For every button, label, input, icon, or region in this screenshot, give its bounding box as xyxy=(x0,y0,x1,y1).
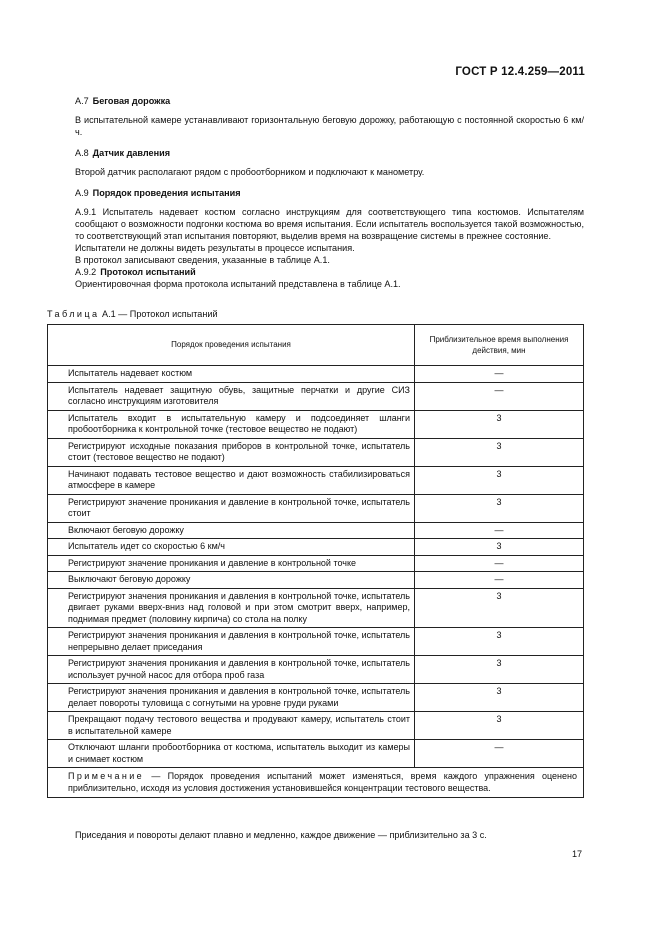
section-a8-text: Второй датчик располагают рядом с пробоотборником и подключают к манометру. xyxy=(75,167,425,177)
table-row xyxy=(48,572,584,589)
standard-header: ГОСТ Р 12.4.259—2011 xyxy=(455,66,585,78)
table-row xyxy=(48,522,584,539)
step-time: — xyxy=(415,522,584,539)
table-row xyxy=(48,712,584,740)
table-row xyxy=(48,656,584,684)
procedure-step: Испытатель идет со скоростью 6 км/ч xyxy=(48,539,415,556)
table-row xyxy=(48,588,584,628)
step-time: 3 xyxy=(415,466,584,494)
procedure-step: Регистрируют значения проникания и давления в контрольной точке, испытатель делает повороты туловища с согнутыми на уровне груди руками xyxy=(48,684,415,712)
step-time: 3 xyxy=(415,539,584,556)
procedure-step: Регистрируют исходные показания приборов в контрольной точке, испытатель стоит (тестовое вещество не подают) xyxy=(48,438,415,466)
step-time: 3 xyxy=(415,628,584,656)
table-note: Примечание — Порядок проведения испытаний может изменяться, время каждого упражнения оценено приблизительно, исходя из условия достижения установившейся концентрации тестового вещества. xyxy=(48,768,584,798)
step-time: 3 xyxy=(415,494,584,522)
section-a92-text: Ориентировочная форма протокола испытаний представлена в таблице А.1. xyxy=(75,279,401,289)
procedure-step: Регистрируют значения проникания и давления в контрольной точке, испытатель использует ручной насос для отбора проб газа xyxy=(48,656,415,684)
protocol-table xyxy=(47,324,584,798)
table-row xyxy=(48,366,584,383)
step-time: 3 xyxy=(415,712,584,740)
procedure-step: Начинают подавать тестовое вещество и дают возможность стабилизироваться атмосфере в камере xyxy=(48,466,415,494)
table-row xyxy=(48,684,584,712)
step-time: — xyxy=(415,740,584,768)
table-row xyxy=(48,539,584,556)
procedure-step: Регистрируют значение проникания и давление в контрольной точке, испытатель стоит xyxy=(48,494,415,522)
table-row xyxy=(48,410,584,438)
step-time: — xyxy=(415,382,584,410)
procedure-step: Отключают шланги пробоотборника от костюма, испытатель выходит из камеры и снимает костюм xyxy=(48,740,415,768)
section-a7-text: В испытательной камере устанавливают горизонтальную беговую дорожку, работающую с постоянной скоростью 6 км/ч. xyxy=(75,115,584,137)
section-a9-paragraph-3: В протокол записывают сведения, указанные в таблице А.1. xyxy=(75,255,330,265)
footer-note: Приседания и повороты делают плавно и медленно, каждое движение — приблизительно за 3 с. xyxy=(75,830,487,840)
section-a7-heading: А.7 Беговая дорожка xyxy=(75,96,171,106)
procedure-step: Испытатель входит в испытательную камеру и подсоединяет шланги пробоотборника к контрольной точке (тестовое вещество не подают) xyxy=(48,410,415,438)
procedure-step: Выключают беговую дорожку xyxy=(48,572,415,589)
procedure-step: Прекращают подачу тестового вещества и продувают камеру, испытатель стоит в испытательной камере xyxy=(48,712,415,740)
column-header-time: Приблизительное время выполнения действия, мин xyxy=(415,325,584,366)
step-time: 3 xyxy=(415,410,584,438)
procedure-step: Регистрируют значения проникания и давления в контрольной точке, испытатель непрерывно делает приседания xyxy=(48,628,415,656)
section-a9-heading: А.9 Порядок проведения испытания xyxy=(75,188,241,198)
document-body xyxy=(75,95,584,290)
column-header-procedure: Порядок проведения испытания xyxy=(48,325,415,366)
step-time: 3 xyxy=(415,656,584,684)
section-a92-heading: А.9.2 Протокол испытаний xyxy=(75,267,196,277)
section-a9-paragraph-2: Испытатели не должны видеть результаты в процессе испытания. xyxy=(75,243,355,253)
table-note-row xyxy=(48,768,584,798)
step-time: — xyxy=(415,572,584,589)
table-row xyxy=(48,555,584,572)
step-time: — xyxy=(415,366,584,383)
table-row xyxy=(48,382,584,410)
step-time: 3 xyxy=(415,438,584,466)
table-row xyxy=(48,628,584,656)
procedure-step: Регистрируют значение проникания и давление в контрольной точке xyxy=(48,555,415,572)
table-body xyxy=(48,366,584,768)
page-number: 17 xyxy=(572,849,583,859)
procedure-step: Регистрируют значения проникания и давления в контрольной точке, испытатель двигает руками вверх-вниз над головой и при этом смотрит вверх, например, поднимая предмет (половину кирпича) со стола на полку xyxy=(48,588,415,628)
section-a8-heading: А.8 Датчик давления xyxy=(75,148,170,158)
section-a9-paragraph-1: А.9.1 Испытатель надевает костюм согласно инструкциям для соответствующего типа костюмов. Испытателям сообщают о возможности подгонки костюма во время испытания. Если испытатель воспользуется такой возможностью, то соответствующий этап испытания повторяют, выделив время на возвращение системы в прежнее состояние. xyxy=(75,207,584,241)
table-header-row xyxy=(48,325,584,366)
procedure-step: Испытатель надевает защитную обувь, защитные перчатки и другие СИЗ согласно инструкциям изготовителя xyxy=(48,382,415,410)
table-row xyxy=(48,494,584,522)
table-row xyxy=(48,466,584,494)
step-time: 3 xyxy=(415,684,584,712)
step-time: — xyxy=(415,555,584,572)
step-time: 3 xyxy=(415,588,584,628)
procedure-step: Включают беговую дорожку xyxy=(48,522,415,539)
table-row xyxy=(48,438,584,466)
table-row xyxy=(48,740,584,768)
procedure-step: Испытатель надевает костюм xyxy=(48,366,415,383)
table-caption: Таблица А.1 — Протокол испытаний xyxy=(47,309,218,319)
